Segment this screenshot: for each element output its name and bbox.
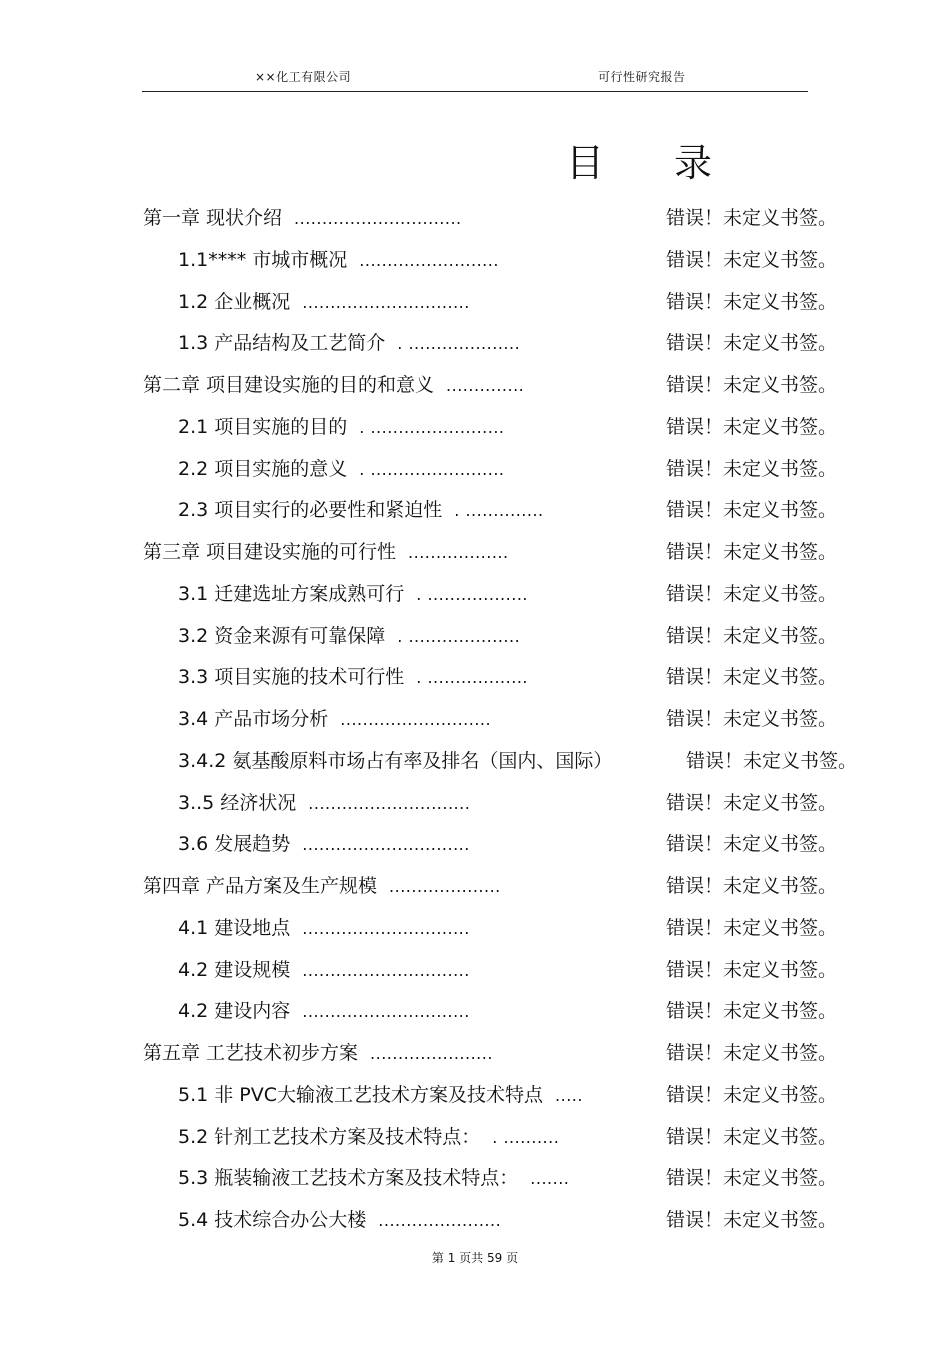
toc-entry[interactable] — [0, 1032, 950, 1074]
toc-entry[interactable] — [0, 1157, 950, 1199]
toc-entry-title: 2.2 项目实施的意义 — [178, 457, 348, 480]
toc-entry-page: 错误！未定义书签。 — [666, 916, 838, 939]
toc-entry-label — [178, 495, 544, 522]
toc-entry-title: 3.6 发展趋势 — [178, 833, 291, 856]
toc-entry-page: 错误！未定义书签。 — [666, 708, 838, 730]
toc-entry-title: 第三章 项目建设实施的可行性 — [143, 541, 397, 563]
toc-entry-leader: . ........................ — [359, 417, 505, 437]
toc-entry-page: 错误！未定义书签。 — [666, 833, 838, 856]
toc-entry-leader: .................... — [389, 877, 501, 896]
toc-entry-title: 5.4 技术综合办公大楼 — [178, 1209, 367, 1231]
toc-entry-leader: ...................... — [378, 1211, 502, 1230]
toc-entry-label — [178, 454, 505, 481]
toc-entry-label — [178, 412, 505, 439]
toc-entry-page: 错误！未定义书签。 — [666, 1083, 838, 1106]
toc-entry-title: 1.3 产品结构及工艺简介 — [178, 332, 386, 355]
toc-entry[interactable] — [0, 949, 950, 991]
toc-entry-leader: ........................... — [340, 710, 492, 729]
toc-entry-page: 错误！未定义书签。 — [666, 791, 838, 814]
toc-entry-label — [178, 621, 520, 648]
toc-entry-title: 3.1 迁建选址方案成熟可行 — [178, 582, 405, 605]
toc-entry-page: 错误！未定义书签。 — [666, 415, 838, 438]
toc-entry[interactable] — [0, 823, 950, 865]
toc-entry-page: 错误！未定义书签。 — [666, 875, 838, 897]
toc-entry[interactable] — [0, 573, 950, 615]
toc-entry[interactable] — [0, 448, 950, 490]
toc-entry-leader: .............. — [446, 376, 525, 395]
toc-entry-label — [143, 1038, 493, 1065]
toc-entry-leader: . ........................ — [359, 459, 505, 479]
toc-entry-page: 错误！未定义书签。 — [666, 332, 838, 355]
toc-entry-label — [178, 662, 528, 689]
toc-title: 目录 — [566, 141, 783, 185]
toc-entry-page: 错误！未定义书签。 — [666, 624, 838, 647]
toc-entry-leader: ......................... — [359, 250, 499, 270]
toc-entry-page: 错误！未定义书签。 — [666, 582, 838, 605]
toc-entry-title: 3..5 经济状况 — [178, 791, 297, 814]
toc-entry-page: 错误！未定义书签。 — [666, 1000, 838, 1023]
toc-entry[interactable] — [0, 740, 950, 782]
toc-entry-title: 第四章 产品方案及生产规模 — [143, 875, 378, 897]
toc-entry-title: 第二章 项目建设实施的目的和意义 — [143, 374, 435, 396]
toc-entry-title: 4.2 建设规模 — [178, 958, 291, 981]
toc-entry[interactable] — [0, 698, 950, 740]
toc-entry-label — [143, 203, 462, 230]
toc-entry-label — [178, 829, 470, 856]
toc-entry[interactable] — [0, 1074, 950, 1116]
page-footer: 第 1 页共 59 页 — [431, 1251, 519, 1265]
toc-entry-leader: .............................. — [302, 292, 470, 312]
toc-entry[interactable] — [0, 907, 950, 949]
header-divider — [142, 91, 808, 92]
toc-entry-page: 错误！未定义书签。 — [666, 666, 838, 689]
toc-entry-label — [143, 871, 501, 898]
toc-entry-title: 5.2 针剂工艺技术方案及技术特点： — [178, 1125, 481, 1148]
header-company: ××化工有限公司 — [255, 70, 352, 84]
toc-entry[interactable] — [0, 615, 950, 657]
toc-entry-label — [178, 1122, 559, 1149]
toc-entry-leader: . .................... — [397, 626, 521, 646]
toc-entry[interactable] — [0, 1199, 950, 1241]
toc-entry-label — [178, 287, 470, 314]
toc-entry-page: 错误！未定义书签。 — [666, 1042, 838, 1064]
toc-entry[interactable] — [0, 406, 950, 448]
toc-entry-page: 错误！未定义书签。 — [686, 749, 858, 772]
toc-entry[interactable] — [0, 489, 950, 531]
toc-entry-title: 3.4 产品市场分析 — [178, 708, 329, 730]
toc-entry-page: 错误！未定义书签。 — [666, 290, 838, 313]
toc-entry-leader: . .................... — [397, 334, 521, 354]
toc-entry-leader: . .................. — [416, 668, 528, 688]
toc-entry-page: 错误！未定义书签。 — [666, 958, 838, 981]
toc-entry-label — [178, 913, 470, 940]
toc-entry[interactable] — [0, 322, 950, 364]
toc-entry-leader: . .............. — [454, 501, 544, 521]
toc-entry-label — [178, 245, 499, 272]
toc-entry-title: 3.4.2 氨基酸原料市场占有率及排名（国内、国际） — [178, 749, 613, 772]
header-doc-type: 可行性研究报告 — [598, 70, 686, 84]
toc-entry-title: 5.1 非 PVC大输液工艺技术方案及技术特点 — [178, 1083, 544, 1106]
toc-entry-leader: .............................. — [302, 835, 470, 855]
toc-entry[interactable] — [0, 656, 950, 698]
toc-entry-page: 错误！未定义书签。 — [666, 1209, 838, 1231]
toc-entry-page: 错误！未定义书签。 — [666, 1125, 838, 1148]
toc-entry-label — [143, 370, 524, 397]
toc-entry-page: 错误！未定义书签。 — [666, 374, 838, 396]
toc-entry-label — [178, 328, 520, 355]
toc-entry-leader: ...................... — [370, 1044, 493, 1063]
toc-entry[interactable] — [0, 1116, 950, 1158]
toc-entry-label — [178, 996, 470, 1023]
toc-entry[interactable] — [0, 281, 950, 323]
toc-entry-leader: .................. — [408, 543, 509, 562]
toc-entry-leader: ....... — [530, 1169, 570, 1189]
toc-entry-page: 错误！未定义书签。 — [666, 248, 838, 271]
toc-entry[interactable] — [0, 865, 950, 907]
toc-entry-title: 5.3 瓶装输液工艺技术方案及技术特点： — [178, 1167, 519, 1190]
toc-entry-label — [178, 579, 528, 606]
toc-entry-page: 错误！未定义书签。 — [666, 541, 838, 563]
toc-entry-leader: . .......... — [492, 1127, 560, 1147]
toc-entry[interactable] — [0, 531, 950, 573]
toc-entry[interactable] — [0, 990, 950, 1032]
toc-entry-title: 1.2 企业概况 — [178, 290, 291, 313]
toc-entry-title: 2.1 项目实施的目的 — [178, 415, 348, 438]
toc-list — [0, 197, 950, 1241]
toc-entry-page: 错误！未定义书签。 — [666, 457, 838, 480]
toc-entry[interactable] — [0, 364, 950, 406]
toc-entry-title: 4.1 建设地点 — [178, 916, 291, 939]
toc-entry-label — [143, 537, 509, 564]
toc-entry-label — [178, 955, 470, 982]
toc-entry-title: 3.3 项目实施的技术可行性 — [178, 666, 405, 689]
toc-entry-label — [178, 1080, 583, 1107]
toc-entry-page: 错误！未定义书签。 — [666, 207, 838, 229]
toc-entry[interactable] — [0, 782, 950, 824]
toc-entry-leader: .............................. — [302, 1002, 470, 1022]
toc-entry-label — [178, 788, 470, 815]
toc-entry-title: 第一章 现状介绍 — [143, 207, 283, 229]
toc-entry-label — [178, 1205, 501, 1232]
toc-entry-leader: .............................. — [302, 918, 470, 938]
toc-entry-title: 2.3 项目实行的必要性和紧迫性 — [178, 499, 443, 522]
toc-entry-page: 错误！未定义书签。 — [666, 1167, 838, 1190]
toc-entry-label — [178, 1163, 569, 1190]
toc-entry-label — [178, 746, 624, 773]
toc-entry-leader: . .................. — [416, 584, 528, 604]
toc-entry-leader: .............................. — [302, 960, 470, 980]
toc-entry-page: 错误！未定义书签。 — [666, 499, 838, 522]
toc-entry-label — [178, 704, 491, 731]
toc-entry[interactable] — [0, 197, 950, 239]
toc-entry-title: 第五章 工艺技术初步方案 — [143, 1042, 359, 1064]
toc-entry-title: 3.2 资金来源有可靠保障 — [178, 624, 386, 647]
toc-entry-leader: ............................. — [308, 793, 471, 813]
toc-entry-title: 1.1**** 市城市概况 — [178, 248, 348, 271]
toc-entry-leader: .............................. — [294, 209, 462, 228]
toc-entry-leader: ..... — [555, 1085, 583, 1105]
toc-entry[interactable] — [0, 239, 950, 281]
toc-entry-title: 4.2 建设内容 — [178, 1000, 291, 1023]
